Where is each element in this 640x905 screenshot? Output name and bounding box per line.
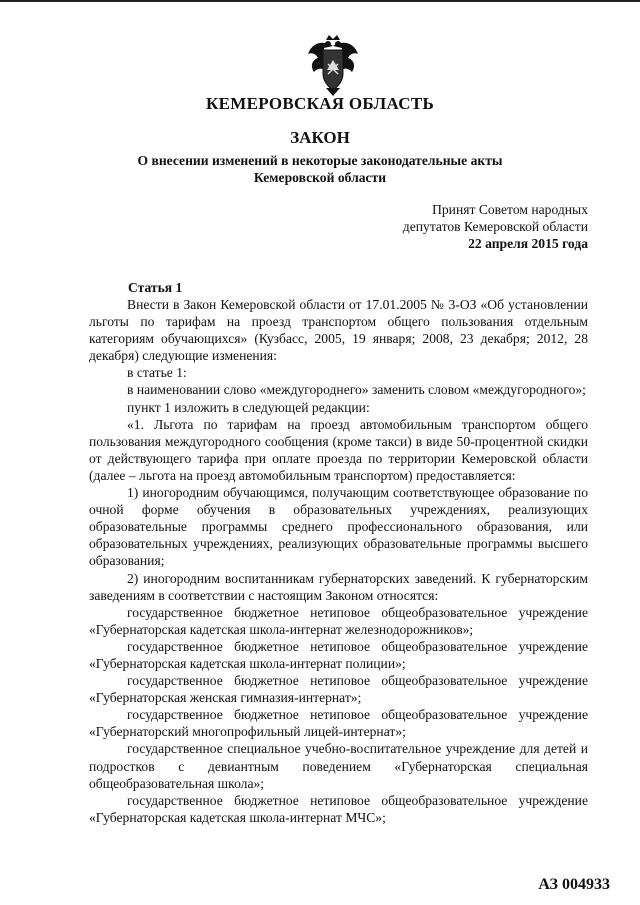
law-subtitle-line-1: О внесении изменений в некоторые законодательные акты bbox=[137, 153, 503, 168]
paragraph-benefit: «1. Льгота по тарифам на проезд автомобильным транспортом общего пользования междугородного сообщения (кроме такси) в виде 50-процентной скидки от действующего тарифа при оплате проезда по территории Кемеровской области (далее – льгота на проезд автомобильным транспортом) предоставляется: bbox=[89, 416, 588, 483]
law-subtitle bbox=[0, 152, 640, 186]
list-item: государственное бюджетное нетиповое общеобразовательное учреждение «Губернаторская кадетская школа-интернат железнодорожников»; bbox=[89, 604, 588, 637]
law-subtitle-line-2: Кемеровской области bbox=[253, 170, 387, 185]
document-type: ЗАКОН bbox=[290, 128, 350, 147]
paragraph-item-1: 1) иногородним обучающимся, получающим соответствующее образование по очной форме обучения в образовательных учреждениях, реализующих образовательные программы среднего профессионального образования, или образовательных учреждениях, реализующих образовательные программы высшего образования; bbox=[89, 485, 588, 569]
form-serial-number: АЗ 004933 bbox=[538, 876, 610, 893]
acceptance-date: 22 апреля 2015 года bbox=[468, 236, 588, 251]
list-item: государственное бюджетное нетиповое общеобразовательное учреждение «Губернаторская кадетская школа-интернат полиции»; bbox=[89, 638, 588, 671]
paragraph-intro: Внести в Закон Кемеровской области от 17.01.2005 № 3-ОЗ «Об установлении льготы по тарифам на проезд транспортом общего пользования отдельным категориям обучающихся» (Кузбасс, 2005, 19 января; 2008, 23 декабря; 2012, 28 декабря) следующие изменения: bbox=[89, 297, 588, 364]
article-heading: Статья 1 bbox=[128, 280, 183, 295]
article-body bbox=[89, 296, 588, 826]
acceptance-line-1: Принят Советом народных bbox=[432, 202, 588, 217]
paragraph-article-ref: в статье 1: bbox=[127, 365, 187, 381]
acceptance-line-2: депутатов Кемеровской области bbox=[402, 219, 588, 234]
acceptance-block bbox=[403, 201, 588, 252]
list-item: государственное специальное учебно-воспитательное учреждение для детей и подростков с девиантным поведением «Губернаторская специальная общеобразовательная школа»; bbox=[89, 741, 588, 791]
paragraph-name-change: в наименовании слово «междугороднего» заменить словом «междугородного»; bbox=[127, 382, 586, 398]
region-title: КЕМЕРОВСКАЯ ОБЛАСТЬ bbox=[206, 94, 434, 113]
list-item: государственное бюджетное нетиповое общеобразовательное учреждение «Губернаторский многопрофильный лицей-интернат»; bbox=[89, 707, 588, 740]
paragraph-point-1: пункт 1 изложить в следующей редакции: bbox=[127, 399, 370, 415]
coat-of-arms-icon bbox=[306, 34, 360, 96]
page-top-edge bbox=[0, 0, 640, 2]
paragraph-item-2: 2) иногородним воспитанникам губернаторских заведений. К губернаторским заведениям в соответствии с настоящим Законом относятся: bbox=[89, 570, 588, 603]
list-item: государственное бюджетное нетиповое общеобразовательное учреждение «Губернаторская кадетская школа-интернат МЧС»; bbox=[89, 792, 588, 825]
list-item: государственное бюджетное нетиповое общеобразовательное учреждение «Губернаторская женская гимназия-интернат»; bbox=[89, 673, 588, 706]
